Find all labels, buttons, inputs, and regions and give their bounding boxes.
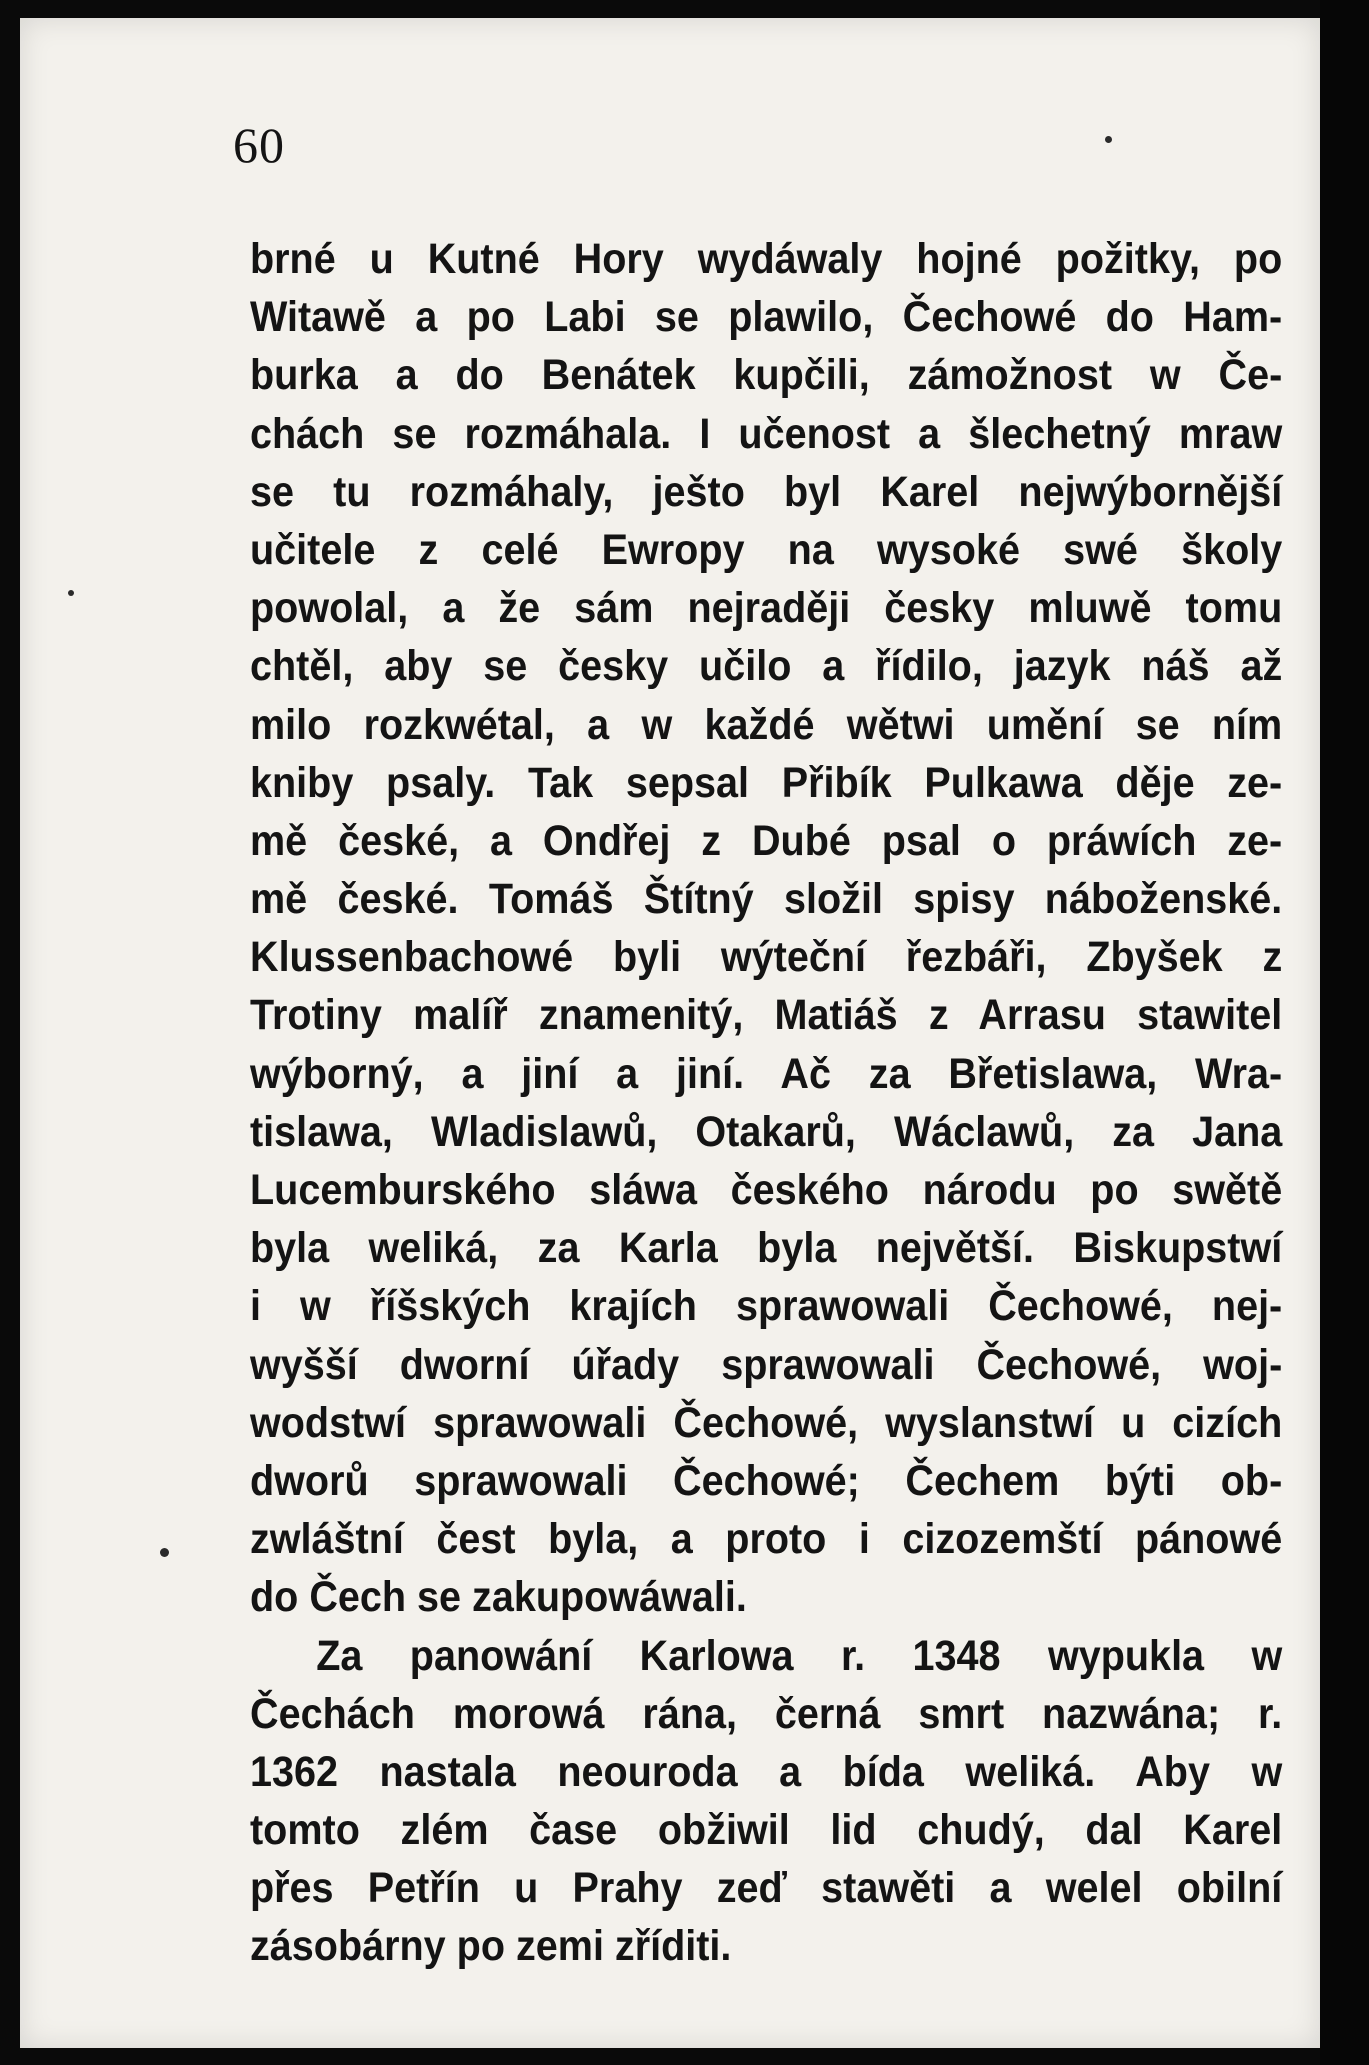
page-number: 60	[233, 117, 285, 173]
text-line: brné u Kutné Hory wydáwaly hojné požitky, po	[250, 235, 1283, 283]
text-line: wyšší dworní úřady sprawowali Čechowé, woj-	[250, 1340, 1283, 1389]
text-line: chtěl, aby se česky učilo a řídilo, jazyk náš až	[250, 642, 1283, 691]
text-line: Čechách morowá rána, černá smrt nazwána; r.	[250, 1689, 1283, 1738]
text-line: wodstwí sprawowali Čechowé, wyslanstwí u cizích	[250, 1398, 1283, 1447]
text-line: Trotiny malíř znamenitý, Matiáš z Arrasu stawitel	[250, 991, 1283, 1040]
text-line: přes Petřín u Prahy zeď stawěti a welel obilní	[250, 1864, 1283, 1913]
text-line: chách se rozmáhala. I učenost a šlechetný mraw	[250, 409, 1283, 458]
text-line: burka a do Benátek kupčili, zámožnost w Če-	[250, 351, 1283, 400]
text-line: zwláštní čest byla, a proto i cizozemští pánowé	[250, 1515, 1283, 1564]
text-line: tomto zlém čase obžiwil lid chudý, dal Karel	[250, 1806, 1283, 1855]
text-line: Klussenbachowé byli wýteční řezbáři, Zbyšek z	[250, 933, 1283, 982]
text-line: Witawě a po Labi se plawilo, Čechowé do Ham-	[250, 293, 1283, 342]
text-line: wýborný, a jiní a jiní. Ač za Břetislawa, Wra-	[250, 1049, 1283, 1098]
scan-border	[1320, 0, 1369, 2065]
body-text	[250, 230, 1282, 1976]
text-line: Lucemburského sláwa českého národu po swětě	[250, 1166, 1283, 1214]
text-line: Za panowání Karlowa r. 1348 wypukla w	[316, 1631, 1283, 1680]
text-line: powolal, a že sám nejraději česky mluwě tomu	[250, 584, 1283, 633]
paper-speck	[68, 590, 74, 596]
text-line: dworů sprawowali Čechowé; Čechem býti ob-	[250, 1456, 1283, 1505]
text-line: zásobárny po zemi zříditi.	[250, 1922, 732, 1971]
text-line: učitele z celé Ewropy na wysoké swé školy	[250, 525, 1283, 574]
text-line: i w říšských krajích sprawowali Čechowé, nej-	[250, 1282, 1283, 1331]
paper-speck	[1105, 136, 1112, 143]
text-line: 1362 nastala neouroda a bída weliká. Aby w	[250, 1747, 1283, 1796]
text-line: se tu rozmáhaly, ješto byl Karel nejwýbornější	[250, 467, 1283, 516]
book-page	[20, 18, 1320, 2048]
text-line: mě české, a Ondřej z Dubé psal o práwích ze-	[250, 816, 1283, 865]
text-line: tislawa, Wladislawů, Otakarů, Wáclawů, za Jana	[250, 1107, 1283, 1156]
text-line: do Čech se zakupowáwali.	[250, 1573, 747, 1622]
text-line: milo rozkwétal, a w každé wětwi umění se ním	[250, 700, 1283, 749]
text-line: byla weliká, za Karla byla největší. Biskupstwí	[250, 1224, 1283, 1273]
text-line: mě české. Tomáš Štítný složil spisy náboženské.	[250, 875, 1283, 924]
paper-speck	[160, 1548, 169, 1557]
text-line: kniby psaly. Tak sepsal Přibík Pulkawa děje ze-	[250, 758, 1283, 807]
